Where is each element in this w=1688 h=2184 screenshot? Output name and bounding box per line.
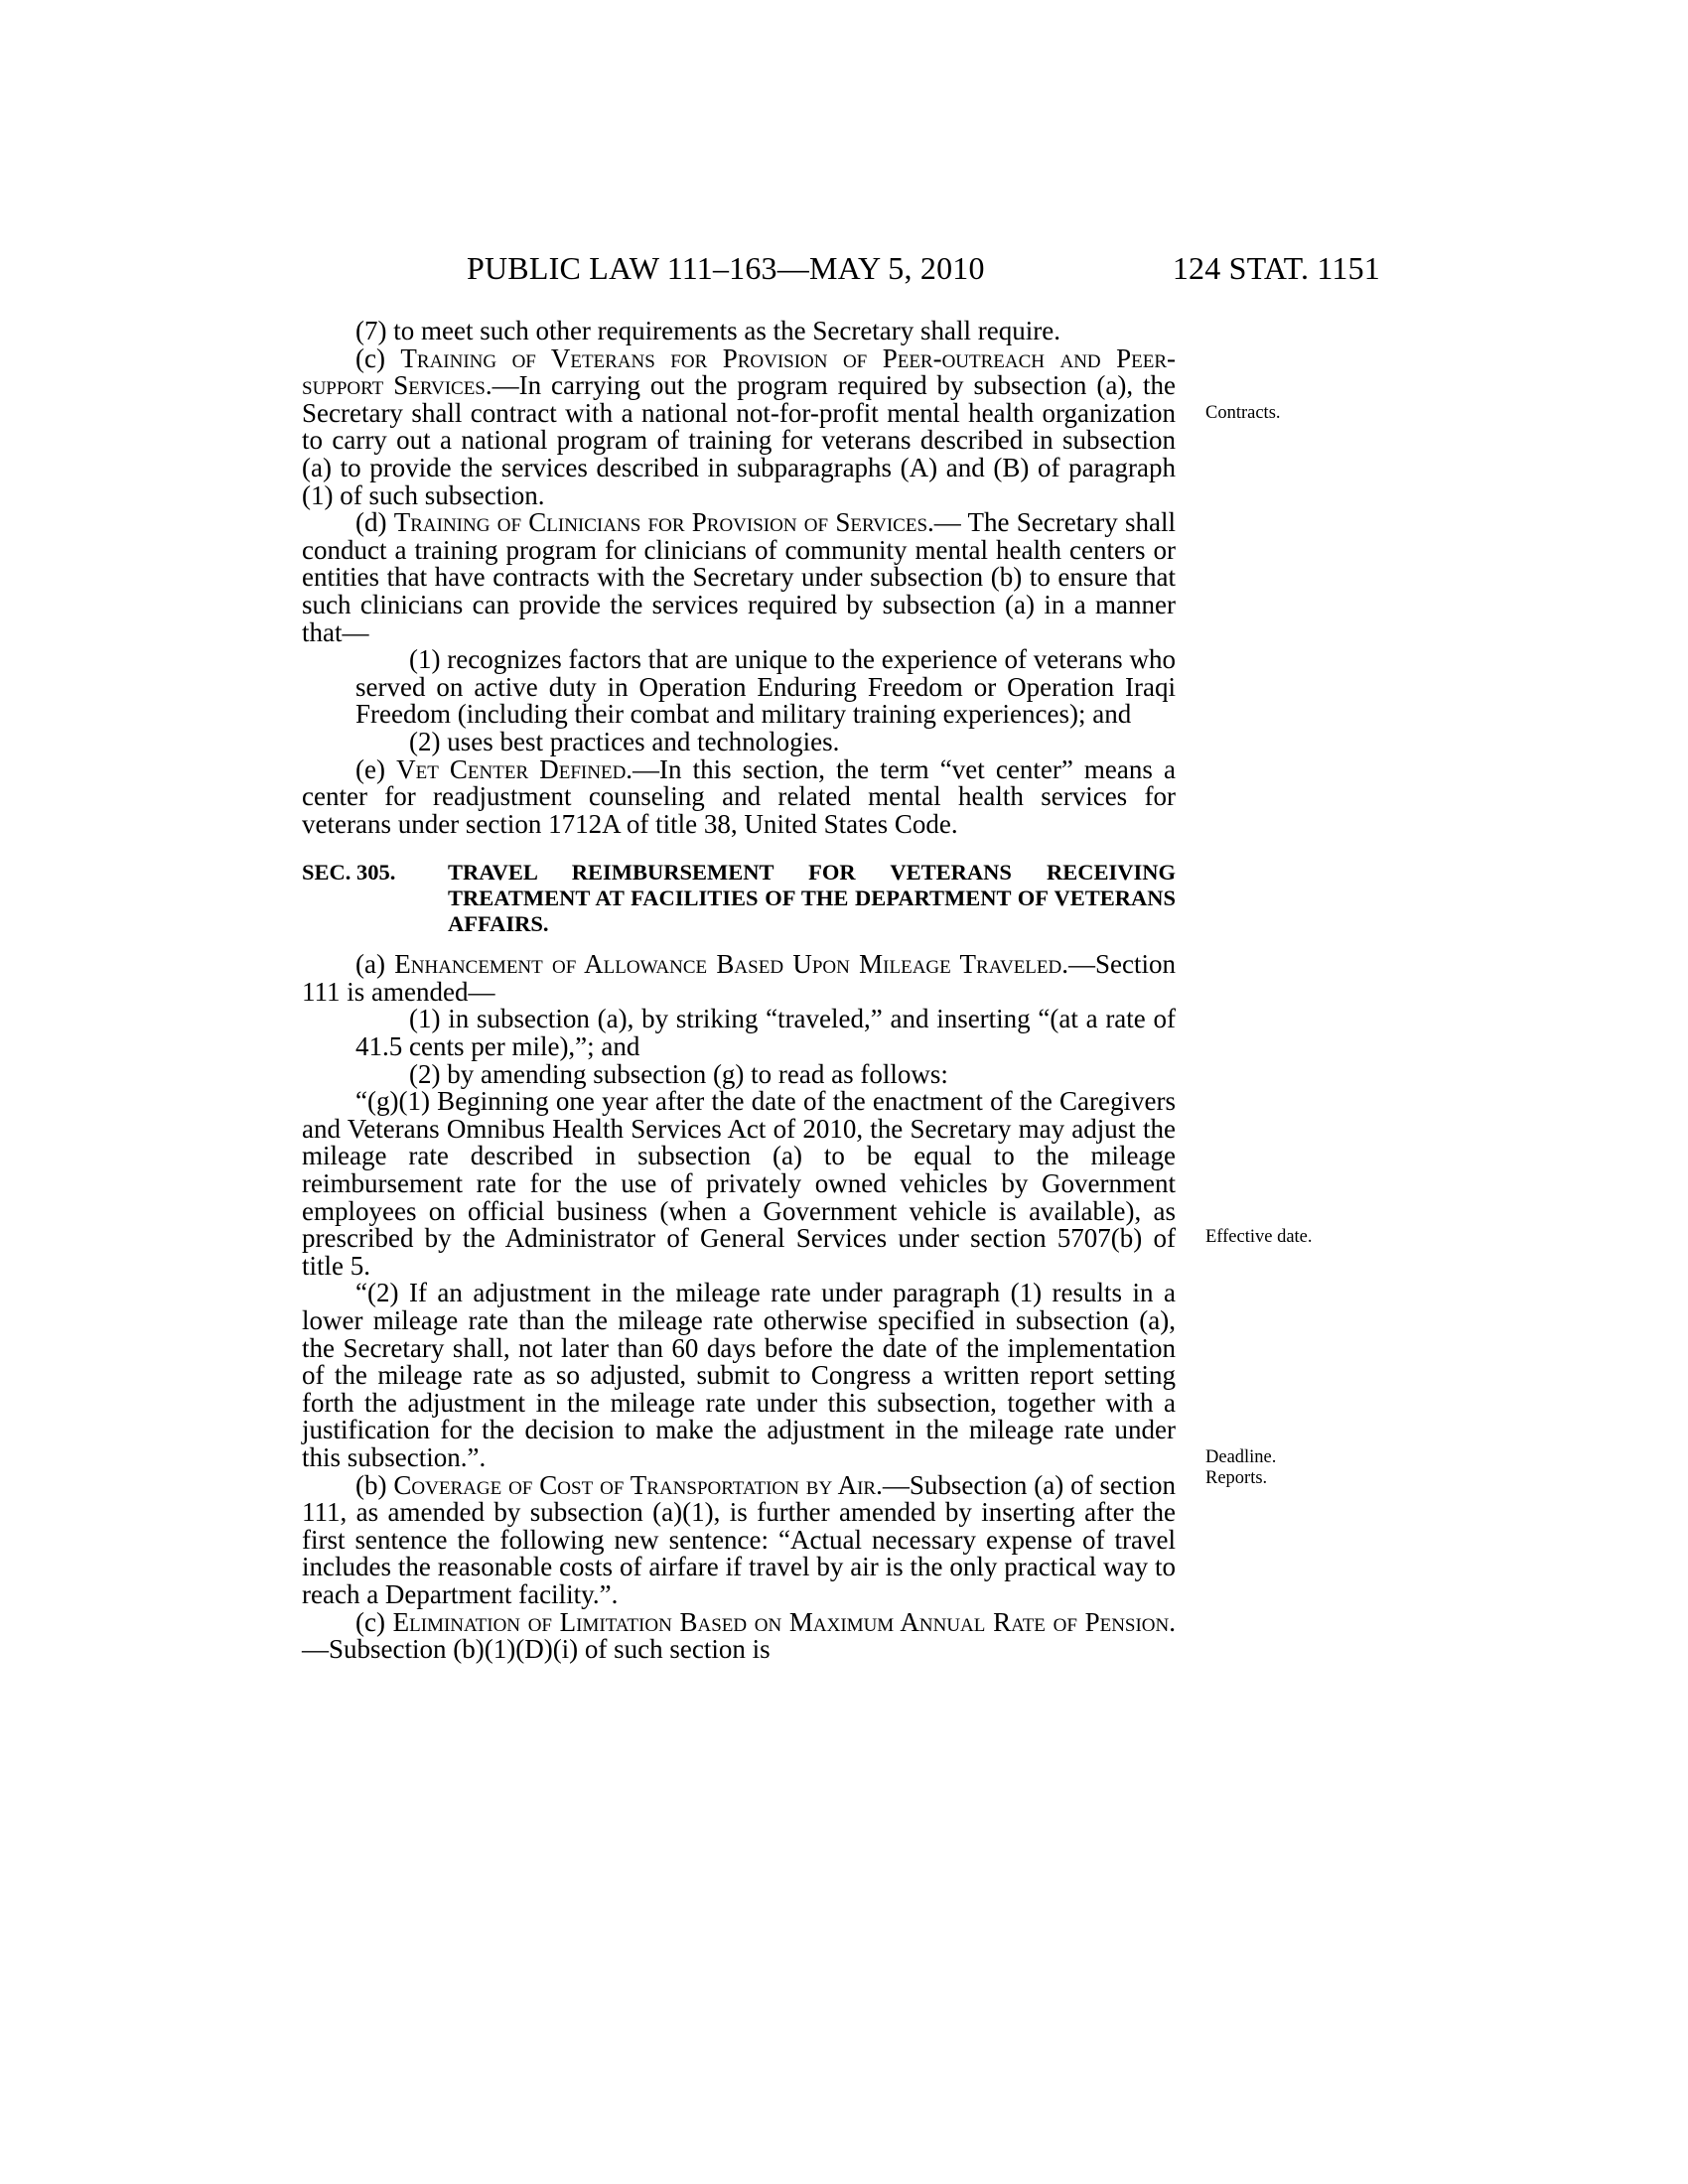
statute-page-number: 124 STAT. 1151	[1172, 250, 1380, 286]
page-header	[0, 250, 1688, 290]
subsection-a-2: (2) by amending subsection (g) to read as follows:	[409, 1058, 948, 1089]
body-text	[302, 318, 1176, 1664]
margin-note-reports: Reports.	[1205, 1468, 1268, 1488]
subsection-b-heading: Coverage of Cost of Transportation by Air	[393, 1469, 877, 1500]
section-title: TRAVEL REIMBURSEMENT FOR VETERANS RECEIVING TREATMENT AT FACILITIES OF THE DEPARTMENT OF VETERANS AFFAIRS.	[448, 860, 1176, 937]
margin-note-deadline: Deadline.	[1205, 1447, 1277, 1467]
subsection-e: (e) Vet Center Defined.—In this section, the term “vet center” means a center for readjustment counseling and related mental health services for veterans under section 1712A of title 38, United States Code.	[302, 753, 1176, 839]
subsection-c-elimination: (c) Elimination of Limitation Based on Maximum Annual Rate of Pension.—Subsection (b)(1)(D)(i) of such section is	[302, 1606, 1176, 1665]
running-head: PUBLIC LAW 111–163—MAY 5, 2010	[467, 250, 985, 286]
subsection-d: (d) Training of Clinicians for Provision of Services.— The Secretary shall conduct a training program for clinicians of community mental health centers or entities that have contracts with the Secretary under subsection (b) to ensure that such clinicians can provide the services required by subsection (a) in a manner that—	[302, 507, 1176, 647]
paragraph-g-1: “(g)(1) Beginning one year after the date of the enactment of the Caregivers and Veterans Omnibus Health Services Act of 2010, the Secretary may adjust the mileage rate described in subsection (a) to be equal to the mileage reimbursement rate for the use of privately owned vehicles by Government employees on official business (when a Government vehicle is available), as prescribed by the Administrator of General Services under section 5707(b) of title 5.	[302, 1086, 1176, 1281]
section-305-heading	[302, 860, 1176, 937]
paragraph-g-2: “(2) If an adjustment in the mileage rate under paragraph (1) results in a lower mileage rate than the mileage rate otherwise specified in subsection (a), the Secretary shall, not later than 60 days before the date of the implementation of the mileage rate as so adjusted, submit to Congress a written report setting forth the adjustment in the mileage rate under this subsection, together with a justification for the decision to make the adjustment in the mileage rate under this subsection.”.	[302, 1278, 1176, 1472]
section-number: SEC. 305.	[302, 860, 396, 886]
subsection-c-heading: Training of Veterans for Provision of Peer-outreach and Peer-support Services	[302, 342, 1176, 401]
subsection-c-elimination-heading: Elimination of Limitation Based on Maximum Annual Rate of Pension	[392, 1606, 1170, 1637]
margin-note-contracts: Contracts.	[1205, 403, 1281, 423]
subsection-a-1: (1) in subsection (a), by striking “traveled,” and inserting “(at a rate of 41.5 cents per mile),”; and	[355, 1004, 1176, 1062]
subsection-d-heading: Training of Clinicians for Provision of Services	[393, 507, 928, 538]
subsection-c: (c) Training of Veterans for Provision of Peer-outreach and Peer-support Services.—In carrying out the program required by subsection (a), the Secretary shall contract with a national not-for-profit mental health organization to carry out a national program of training for veterans described in subsection (a) to provide the services described in subparagraphs (A) and (B) of paragraph (1) of such subsection.	[302, 342, 1176, 510]
subsection-d-2: (2) uses best practices and technologies.	[409, 726, 840, 756]
subsection-d-1: (1) recognizes factors that are unique to the experience of veterans who served on active duty in Operation Enduring Freedom or Operation Iraqi Freedom (including their combat and military training experiences); and	[355, 644, 1176, 730]
subsection-e-heading: Vet Center Defined	[396, 753, 627, 784]
subsection-b: (b) Coverage of Cost of Transportation by Air.—Subsection (a) of section 111, as amended by subsection (a)(1), is further amended by inserting after the first sentence the following new sentence: “Actual necessary expense of travel includes the reasonable costs of airfare if travel by air is the only practical way to reach a Department facility.”.	[302, 1469, 1176, 1609]
margin-note-effective-date: Effective date.	[1205, 1227, 1313, 1247]
subsection-a-heading: Enhancement of Allowance Based Upon Mileage Traveled	[394, 949, 1062, 980]
subsection-a: (a) Enhancement of Allowance Based Upon Mileage Traveled.—Section 111 is amended—	[302, 949, 1176, 1007]
paragraph-7: (7) to meet such other requirements as the Secretary shall require.	[355, 316, 1060, 345]
